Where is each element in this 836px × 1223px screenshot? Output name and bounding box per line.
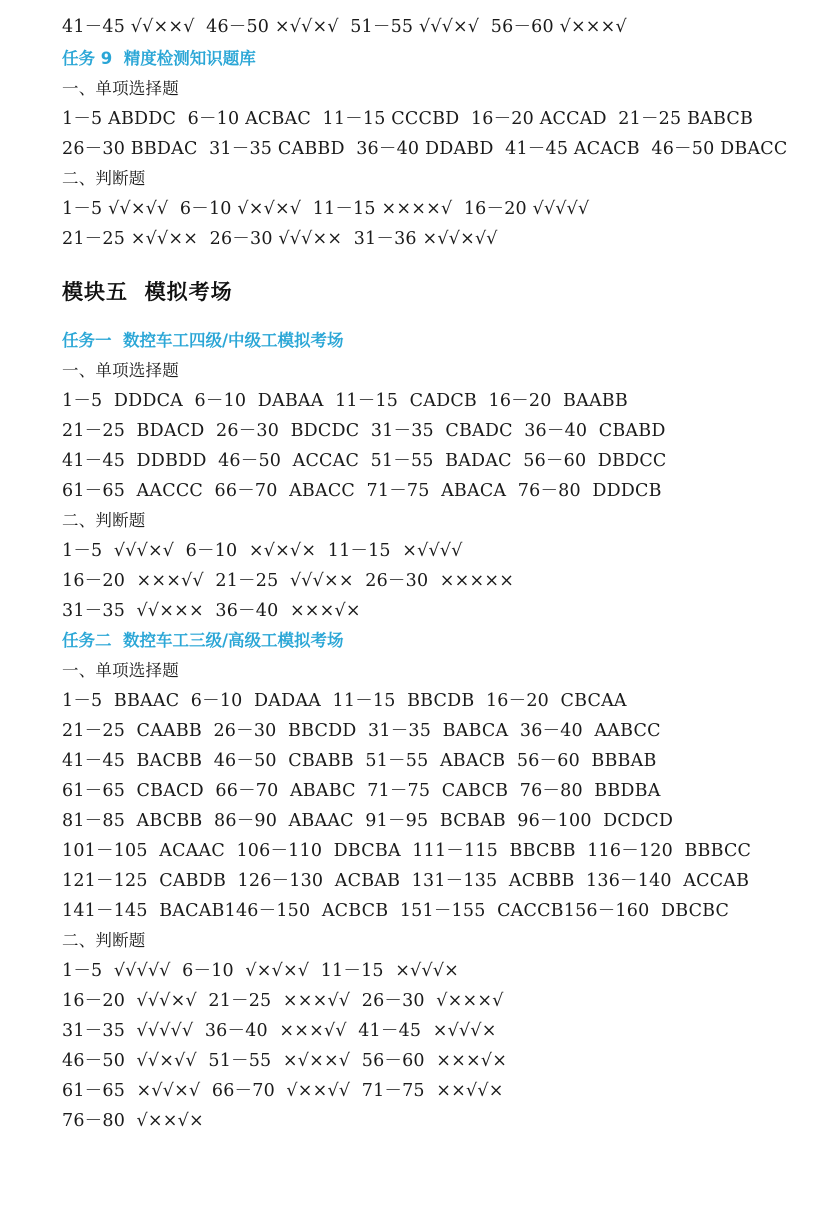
- answer-row: 76－80 √××√×: [62, 1111, 204, 1131]
- section-label: 一、单项选择题: [62, 661, 179, 680]
- task-heading: 任务一 数控车工四级/中级工模拟考场: [62, 331, 344, 350]
- task-heading: 任务 9 精度检测知识题库: [62, 49, 256, 68]
- answer-row: 1－5 ABDDC 6－10 ACBAC 11－15 CCCBD 16－20 ACCAD 21－25 BABCB: [62, 109, 754, 129]
- answer-row: 31－35 √√√√√ 36－40 ×××√√ 41－45 ×√√√×: [62, 1021, 497, 1041]
- answer-row: 101－105 ACAAC 106－110 DBCBA 111－115 BBCBB 116－120 BBBCC: [62, 841, 752, 861]
- answer-row: 1－5 DDDCA 6－10 DABAA 11－15 CADCB 16－20 BAABB: [62, 391, 628, 411]
- section-label: 一、单项选择题: [62, 79, 179, 98]
- answer-row: 1－5 √√√×√ 6－10 ×√×√× 11－15 ×√√√√: [62, 541, 463, 561]
- answer-row: 46－50 √√×√√ 51－55 ×√××√ 56－60 ×××√×: [62, 1051, 508, 1071]
- answer-row: 1－5 √√√√√ 6－10 √×√×√ 11－15 ×√√√×: [62, 961, 460, 981]
- answer-row: 141－145 BACAB146－150 ACBCB 151－155 CACCB156－160 DBCBC: [62, 901, 730, 921]
- answer-row: 21－25 BDACD 26－30 BDCDC 31－35 CBADC 36－40 CBABD: [62, 421, 666, 441]
- answer-row: 41－45 DDBDD 46－50 ACCAC 51－55 BADAC 56－60 DBDCC: [62, 451, 667, 471]
- answer-row: 21－25 ×√√×× 26－30 √√√×× 31－36 ×√√×√√: [62, 229, 498, 249]
- answer-row: 41－45 BACBB 46－50 CBABB 51－55 ABACB 56－60 BBBAB: [62, 751, 657, 771]
- answer-row: 81－85 ABCBB 86－90 ABAAC 91－95 BCBAB 96－100 DCDCD: [62, 811, 674, 831]
- answer-row: 21－25 CAABB 26－30 BBCDD 31－35 BABCA 36－40 AABCC: [62, 721, 661, 741]
- module-title: 模块五 模拟考场: [62, 280, 233, 304]
- answer-row: 16－20 ×××√√ 21－25 √√√×× 26－30 ×××××: [62, 571, 515, 591]
- answer-row: 41－45 √√××√ 46－50 ×√√×√ 51－55 √√√×√ 56－60 √×××√: [62, 17, 627, 37]
- section-label: 二、判断题: [62, 169, 146, 188]
- section-label: 一、单项选择题: [62, 361, 179, 380]
- answer-row: 31－35 √√××× 36－40 ×××√×: [62, 601, 361, 621]
- answer-row: 61－65 CBACD 66－70 ABABC 71－75 CABCB 76－80 BBDBA: [62, 781, 661, 801]
- answer-row: 121－125 CABDB 126－130 ACBAB 131－135 ACBBB 136－140 ACCAB: [62, 871, 750, 891]
- section-label: 二、判断题: [62, 931, 146, 950]
- task-heading: 任务二 数控车工三级/高级工模拟考场: [62, 631, 344, 650]
- answer-row: 61－65 AACCC 66－70 ABACC 71－75 ABACA 76－80 DDDCB: [62, 481, 662, 501]
- section-label: 二、判断题: [62, 511, 146, 530]
- answer-row: 1－5 BBAAC 6－10 DADAA 11－15 BBCDB 16－20 CBCAA: [62, 691, 627, 711]
- answer-row: 16－20 √√√×√ 21－25 ×××√√ 26－30 √×××√: [62, 991, 504, 1011]
- answer-row: 61－65 ×√√×√ 66－70 √××√√ 71－75 ××√√×: [62, 1081, 504, 1101]
- answer-row: 1－5 √√×√√ 6－10 √×√×√ 11－15 ××××√ 16－20 √√√√√: [62, 199, 590, 219]
- answer-row: 26－30 BBDAC 31－35 CABBD 36－40 DDABD 41－45 ACACB 46－50 DBACC: [62, 139, 788, 159]
